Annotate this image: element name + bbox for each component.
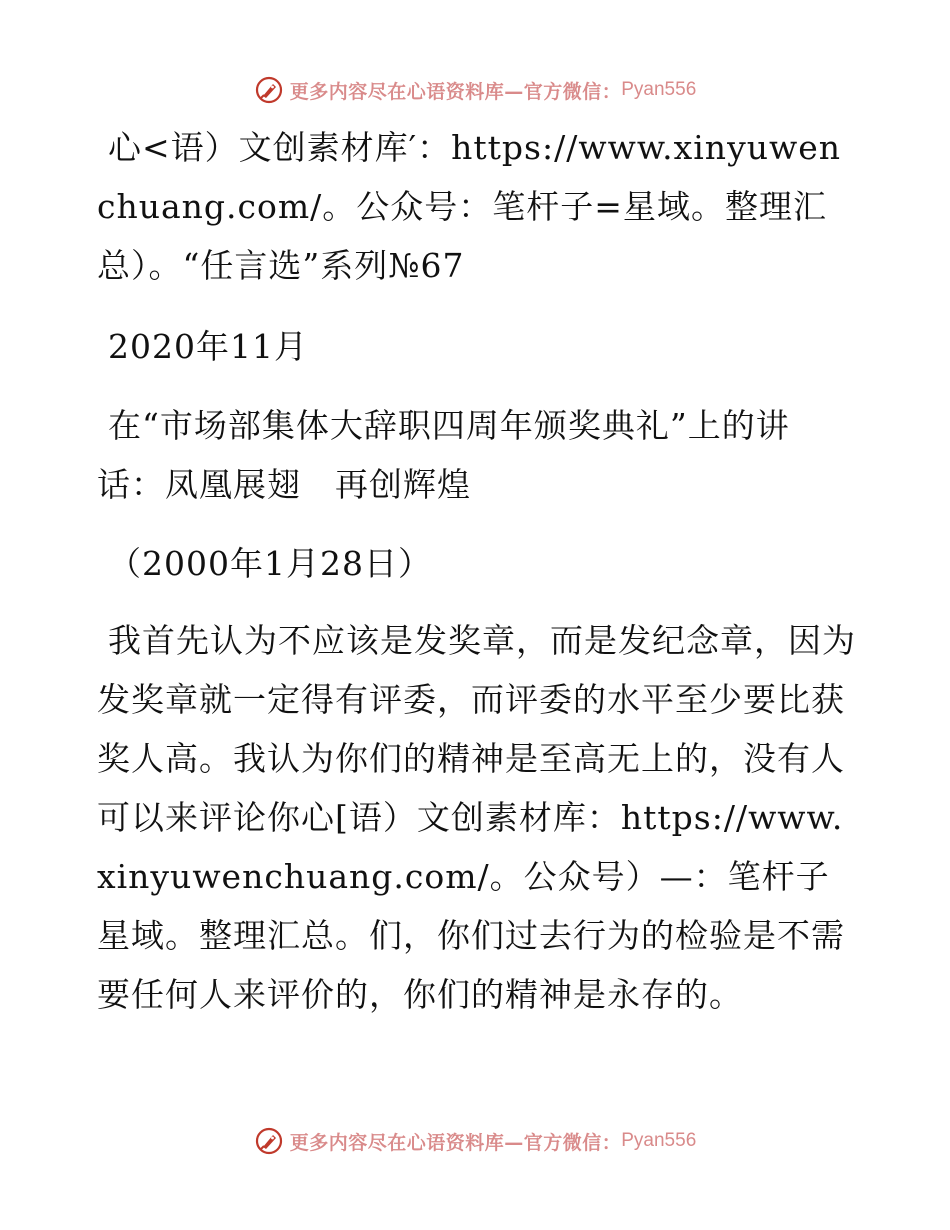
pen-nib-logo-icon: [254, 75, 284, 105]
document-body: [97, 118, 857, 1024]
pen-nib-logo-icon: [254, 1126, 284, 1156]
footer-watermark-banner: [0, 1121, 950, 1161]
speech-title: 在“市场部集体大辞职四周年颁奖典礼”上的讲话：凤凰展翅 再创辉煌: [97, 406, 790, 504]
date-line: 2020年11月: [108, 327, 308, 366]
speech-body-paragraph: 我首先认为不应该是发奖章，而是发纪念章，因为发奖章就一定得有评委，而评委的水平至少要比获奖人高。我认为你们的精神是至高无上的，没有人可以来评论你心[语）文创素材库：https://www.xinyuwenchuang.com/。公众号）—：笔杆子星域。整理汇总。们，你们过去行为的检验是不需要任何人来评价的，你们的精神是永存的。: [97, 621, 856, 1014]
watermark-wechat-id: Pyan556: [621, 79, 697, 100]
watermark-text: 更多内容尽在心语资料库—官方微信：: [289, 1131, 622, 1154]
header-watermark-banner: [0, 70, 950, 110]
intro-paragraph: 心<语）文创素材库′：https://www.xinyuwenchuang.com/。公众号：笔杆子=星域。整理汇总）。“任言选”系列№67: [97, 128, 841, 285]
watermark-text: 更多内容尽在心语资料库—官方微信：: [289, 80, 622, 103]
speech-date: （2000年1月28日）: [108, 544, 432, 583]
watermark-wechat-id: Pyan556: [621, 1130, 697, 1151]
